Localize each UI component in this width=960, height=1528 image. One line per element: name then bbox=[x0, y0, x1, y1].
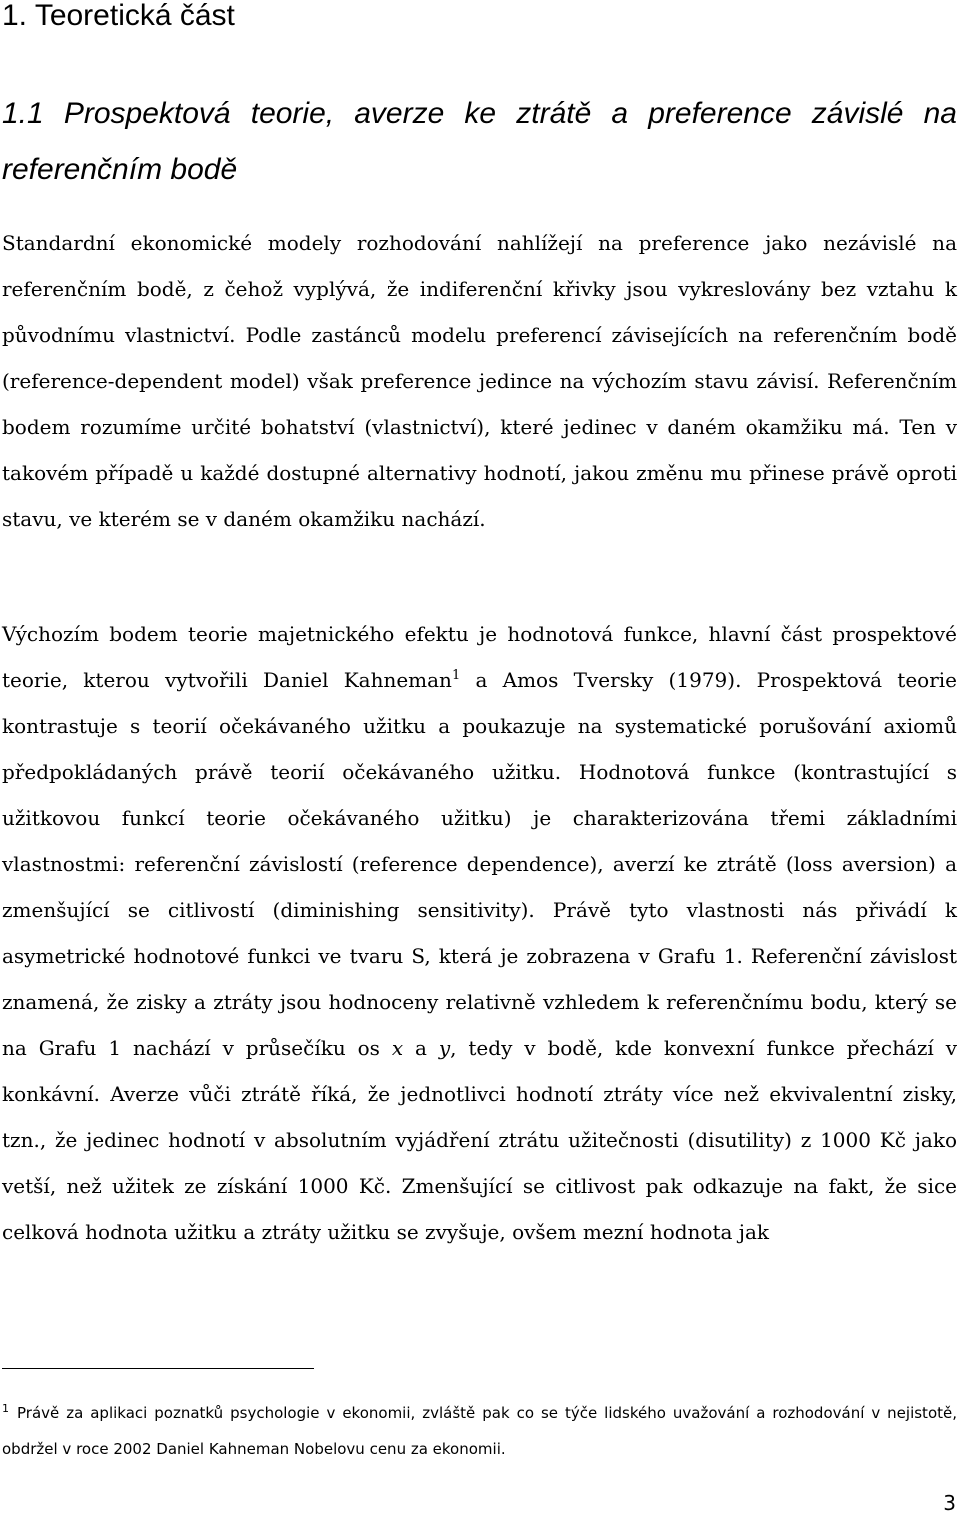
axis-variable-x: x bbox=[391, 1036, 404, 1060]
section-heading: 1.1 Prospektová teorie, averze ke ztrátě a preference závislé na referenčním bodě bbox=[2, 97, 957, 186]
paragraph-text: Výchozím bodem teorie majetnického efektu je hodnotová funkce, hlavní část prospektové teorie, kterou vytvořili Daniel Kahneman bbox=[2, 622, 957, 692]
footnote-text: Právě za aplikaci poznatků psychologie v ekonomii, zvláště pak co se týče lidského uvažování a rozhodování v nejistotě, obdržel v roce 2002 Daniel Kahneman Nobelovu cenu za ekonomii. bbox=[2, 1404, 957, 1458]
axis-variable-y: y bbox=[438, 1036, 451, 1060]
page-number: 3 bbox=[943, 1491, 956, 1515]
footnote-number: 1 bbox=[2, 1402, 9, 1415]
footnote-reference[interactable]: 1 bbox=[451, 668, 461, 683]
footnote-separator bbox=[2, 1368, 314, 1369]
paragraph-prospect-theory bbox=[2, 611, 957, 1255]
paragraph-text: , tedy v bodě, kde konvexní funkce přechází v konkávní. Averze vůči ztrátě říká, že jednotlivci hodnotí ztráty více než ekvivalentní zisky, tzn., že jedinec hodnotí v absolutním vyjádření ztrátu užitečnosti (disutility) z 1000 Kč jako vetší, než užitek ze získání 1000 Kč. Zmenšující se citlivost pak odkazuje na fakt, že sice celková hodnota užitku a ztráty užitku se zvyšuje, ovšem mezní hodnota jak bbox=[2, 1036, 958, 1244]
paragraph-text: a Amos Tversky (1979). Prospektová teorie kontrastuje s teorií očekávaného užitku a poukazuje na systematické porušování axiomů předpokládaných právě teorií očekávaného užitku. Hodnotová funkce (kontrastující s užitkovou funkcí teorie očekávaného užitku) je charakterizována třemi základními vlastnostmi: referenční závislostí (reference dependence), averzí ke ztrátě (loss aversion) a zmenšující se citlivostí (diminishing sensitivity). Právě tyto vlastnosti nás přivádí k asymetrické hodnotové funkci ve tvaru S, která je zobrazena v Grafu 1. Referenční závislost znamená, že zisky a ztráty jsou hodnoceny relativně vzhledem k referenčnímu bodu, který se na Grafu 1 nachází v průsečíku os bbox=[2, 668, 957, 1060]
footnote bbox=[2, 1395, 957, 1467]
chapter-heading: 1. Teoretická část bbox=[2, 0, 235, 32]
paragraph-reference-dependence: Standardní ekonomické modely rozhodování nahlížejí na preference jako nezávislé na referenčním bodě, z čehož vyplývá, že indiferenční křivky jsou vykreslovány bez vztahu k původnímu vlastnictví. Podle zastánců modelu preferencí závisejících na referenčním bodě (reference-dependent model) však preference jedince na výchozím stavu závisí. Referenčním bodem rozumíme určité bohatství (vlastnictví), které jedinec v daném okamžiku má. Ten v takovém případě u každé dostupné alternativy hodnotí, jakou změnu mu přinese právě oproti stavu, ve kterém se v daném okamžiku nachází. bbox=[2, 231, 957, 531]
paragraph-text: a bbox=[403, 1036, 439, 1060]
